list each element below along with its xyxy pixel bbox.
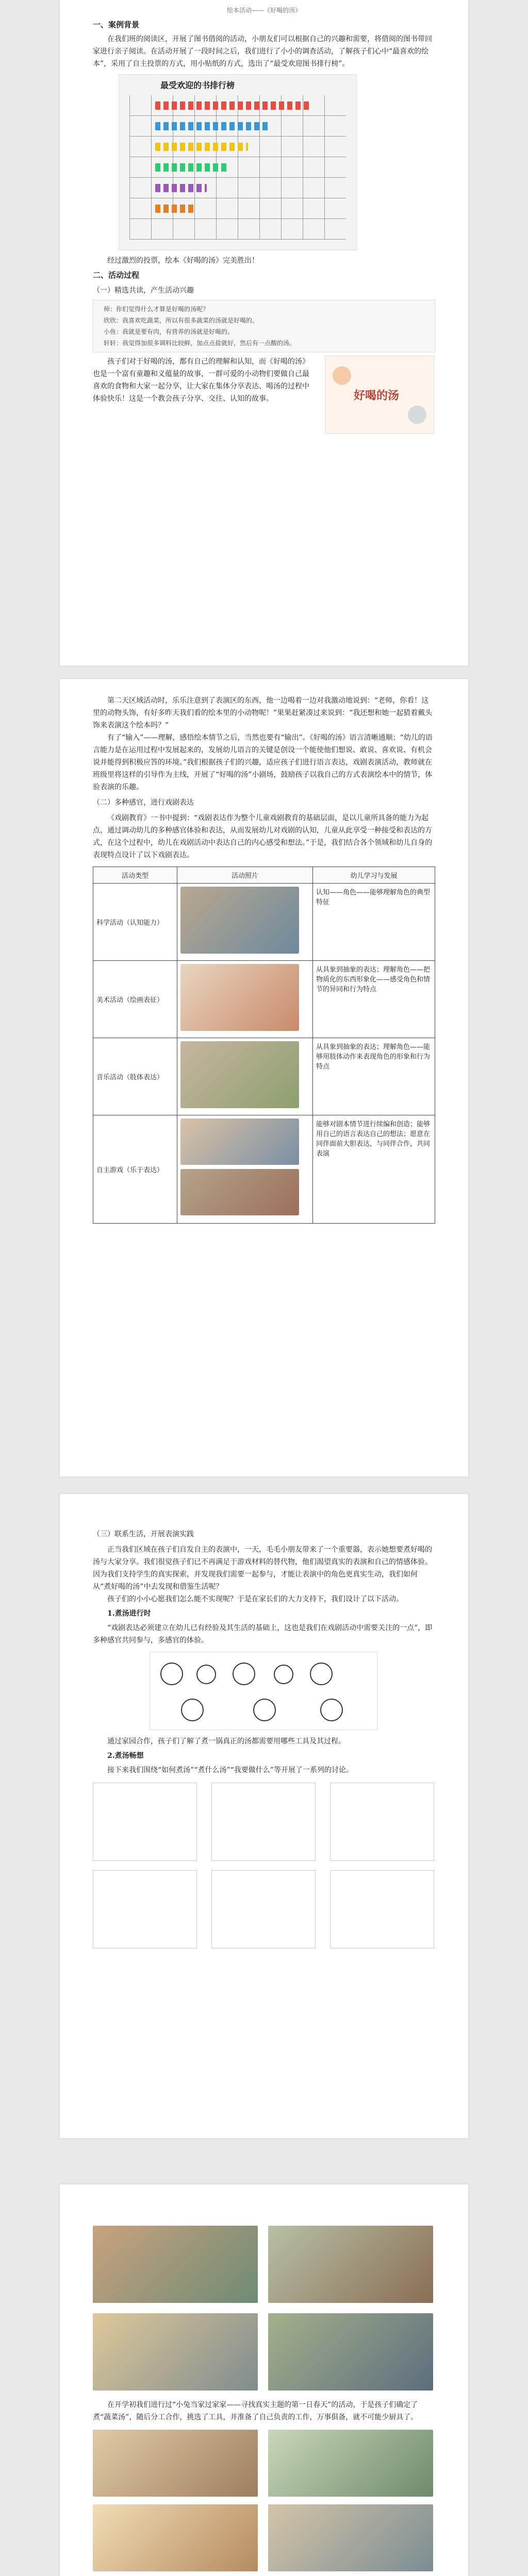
page-header: 绘本活动——《好喝的汤》 xyxy=(226,7,301,14)
child-drawing xyxy=(211,1783,316,1861)
book-cover-image xyxy=(325,355,434,434)
document-page-2 xyxy=(60,679,468,1477)
pot-doodle xyxy=(160,1663,183,1685)
paragraph: “戏剧表达必须建立在幼儿已有经验及其生活的基础上，这也是我们在戏剧活动中需要关注的一点”，即多种感官共同参与，多感官的体验。 xyxy=(93,1624,433,1645)
column-header: 活动照片 xyxy=(177,867,313,884)
subsection-heading: （一）精选共读，产生活动兴趣 xyxy=(93,286,194,295)
paragraph: 孩子们的小小心愿我们怎么能不实现呢？于是在家长们的大力支持下，我们设计了以下活动。 xyxy=(107,1595,403,1603)
table-row xyxy=(93,884,435,961)
paragraph: 经过激烈的投票，绘本《好喝的汤》完美胜出！ xyxy=(107,257,259,265)
table-row xyxy=(93,1038,435,1115)
activity-type: 音乐活动（肢体表达） xyxy=(93,1038,177,1115)
paragraph: 第二天区域活动时，乐乐注意到了表演区的东西，他一边喝着一边对我激动地说到：“老师，你看！这里的动物头饰，有好多昨天我们看的绘本里的小动物呢！”果果赶紧凑过来说到：“我还想和她一起猜着戴头饰来表演这个绘本吗？” xyxy=(93,697,433,730)
step-heading: 2.煮汤畅想 xyxy=(107,1752,144,1760)
chart-title: 最受欢迎的书排行榜 xyxy=(160,80,235,90)
table-row xyxy=(93,961,435,1038)
activity-photo-cell xyxy=(177,961,313,1038)
paragraph: 接下来我们围绕“如何煮汤”“煮什么汤”“我要做什么”等开展了一系列的讨论。 xyxy=(107,1766,353,1774)
animal-illustration xyxy=(408,405,426,424)
table-row xyxy=(93,1115,435,1224)
activity-photo xyxy=(180,1118,299,1165)
document-page-4 xyxy=(60,2184,468,2576)
section-heading: 一、案例背景 xyxy=(93,20,140,29)
development-note: 能够对剧本情节进行续编和创造；能够用自己的语言表达自己的想法；愿意在同伴面前大胆表达，与同伴合作，共同表演 xyxy=(313,1115,435,1224)
development-note: 认知——角色——能够理解角色的典型特征 xyxy=(313,884,435,961)
activity-type: 美术活动（绘画表征） xyxy=(93,961,177,1038)
child-drawing xyxy=(93,1783,197,1861)
dialogue-line: 欣欣：我喜欢吃蔬菜，所以有很多蔬菜的汤就是好喝的。 xyxy=(104,317,259,324)
document-page-1 xyxy=(60,0,468,666)
animal-illustration xyxy=(333,366,351,385)
cooking-photo xyxy=(93,2430,258,2497)
subsection-heading: （三）联系生活，开展表演实践 xyxy=(93,1530,194,1538)
child-drawing xyxy=(330,1870,434,1948)
paragraph: 在我们班的阅读区，开展了图书借阅的活动，小朋友们可以根据自己的兴趣和需要，将借阅的图书带回家进行亲子阅读。在活动开展了一段时间之后，我们进行了小小的调查活动，了解孩子们心中“最喜欢的绘本”，采用了自主投票的方式，用小贴纸的方式，选出了“最受欢迎图书排行榜”。 xyxy=(93,35,432,68)
development-note: 从具象到抽象的表达；理解角色——能够用肢体动作来表现角色的形象和行为特点 xyxy=(313,1038,435,1115)
activity-photo-cell xyxy=(177,884,313,961)
child-drawing xyxy=(211,1870,316,1948)
paragraph: 通过家园合作，孩子们了解了煮一锅真正的汤都需要用哪些工具及其过程。 xyxy=(107,1737,345,1745)
dialogue-line: 轩轩：我觉得加很多调料比较鲜，加点点盐就好，然后有一点酸的汤。 xyxy=(104,340,296,347)
activity-photo xyxy=(180,887,299,954)
activity-photo-cell xyxy=(177,1115,313,1224)
column-header: 幼儿学习与发展 xyxy=(313,867,435,884)
child-drawing xyxy=(93,1870,197,1948)
stove-doodle xyxy=(310,1663,333,1685)
cup-doodle xyxy=(320,1699,343,1721)
sticker-row xyxy=(155,122,269,130)
sticker-row xyxy=(155,143,248,151)
sticker-row xyxy=(155,205,196,213)
dialogue-line: 小鱼：我就是要有肉，有营养的汤就是好喝的。 xyxy=(104,328,234,335)
cooking-photo xyxy=(93,2504,258,2571)
sticker-row xyxy=(155,184,207,192)
child-drawing xyxy=(330,1783,434,1861)
cooking-photo xyxy=(93,2226,258,2303)
cooking-photo xyxy=(268,2504,433,2571)
sticker-row xyxy=(155,101,310,110)
table-header-row xyxy=(93,867,435,884)
activity-type: 科学活动（认知能力） xyxy=(93,884,177,961)
document-page-3 xyxy=(60,1494,468,2138)
vegetable-doodle xyxy=(233,1663,255,1685)
activity-type: 自主游戏（乐于表达） xyxy=(93,1115,177,1224)
cooking-photo xyxy=(268,2313,433,2391)
soup-doodle xyxy=(181,1699,204,1721)
paragraph: 在开学初我们进行过“小兔当家过家家——寻找真实主题的第一日春天”的活动，于是孩子们确定了煮“蔬菜汤”，随后分工合作，挑选了工具，并准备了自己负责的工作，万事俱备，就不可能少厨具了。 xyxy=(93,2401,418,2421)
ranking-chart-photo xyxy=(119,74,357,250)
subsection-heading: （二）多种感官，进行戏剧表达 xyxy=(93,799,194,807)
book-cover-title: 好喝的汤 xyxy=(354,389,400,402)
cooking-photo xyxy=(268,2430,433,2497)
paragraph: 正当我们区域在孩子们自发自主的表演中，一天，毛毛小朋友带来了一个重要器，表示她想要煮好喝的汤与大家分享。我们很觉孩子们已不再满足于游戏材料的替代物，他们渴望真实的表演和自己的情感体验。因为我们支持学生的真实探索，并发现我们需要一起参与，才能让表演中的角色更真实生动，我们如何从“煮好喝的汤”中去发现和借鉴生活呢？ xyxy=(93,1546,432,1591)
dialogue-line: 师：你们觉得什么才算是好喝的汤呢？ xyxy=(104,306,209,313)
dialogue-box xyxy=(93,300,435,352)
step-heading: 1.煮汤进行时 xyxy=(107,1609,151,1618)
drawing-gallery xyxy=(93,1783,435,1947)
spoon-doodle xyxy=(253,1699,276,1721)
activity-table xyxy=(93,867,435,1224)
activity-photo xyxy=(180,964,299,1031)
paragraph: 有了“输入”——理解，感悟绘本情节之后，当然也要有“输出”。《好喝的汤》语言清晰通顺；“幼儿的语言能力是在运用过程中发展起来的，发展幼儿语言的关键是创设一个能使他们想说、敢说、喜欢说、有机会说并能得到积极应答的环境。”我们根据孩子们的兴趣，适应孩子们进行语言表达，戏剧表演活动，教师就在班级里将这样的引导作为主线，开展了“好喝的汤”小剧场，鼓励孩子以我自己的方式表演绘本中的情节，体验表演的乐趣。 xyxy=(93,734,433,791)
column-header: 活动类型 xyxy=(93,867,177,884)
paragraph: 孩子们对于好喝的汤，都有自己的理解和认知，而《好喝的汤》也是一个富有童趣和义蕴量的故事，一群可爱的小动物们要做自己最喜欢的食物和大家一起分享，让大家在集体分享表达、喝汤的过程中体验快乐！这是一个教会孩子分享、交往、认知的故事。 xyxy=(93,358,309,403)
cooking-photo xyxy=(93,2313,258,2391)
cooking-photo-grid xyxy=(93,2226,435,2391)
cooking-photo xyxy=(268,2226,433,2303)
sticker-row xyxy=(155,163,227,172)
cooking-photo-row xyxy=(93,2430,435,2574)
knife-doodle xyxy=(196,1665,216,1684)
cooking-process-sketch xyxy=(150,1652,377,1730)
activity-photo xyxy=(180,1169,299,1215)
section-heading: 二、活动过程 xyxy=(93,270,140,280)
activity-photo xyxy=(180,1041,299,1108)
activity-photo-cell xyxy=(177,1038,313,1115)
bowl-doodle xyxy=(274,1665,293,1684)
development-note: 从具象到抽象的表达；理解角色——把物质化的东西形象化——感受角色和情节的异同和行为特点 xyxy=(313,961,435,1038)
paragraph: 《戏剧教育》一书中提到：“戏剧表达作为整个儿童戏剧教育的基础层面，是以儿童所具备的能力为起点，通过调动幼儿的多种感官体验和表达，从而发展幼儿对戏剧的认知，儿童从此享受一种接受和表达的方式，在这个过程中，幼儿在戏剧活动中表达自己的内心感受和想法。”于是，我们结合各个领域和幼儿自身的表现特点设计了以下戏剧表达。 xyxy=(93,814,433,859)
